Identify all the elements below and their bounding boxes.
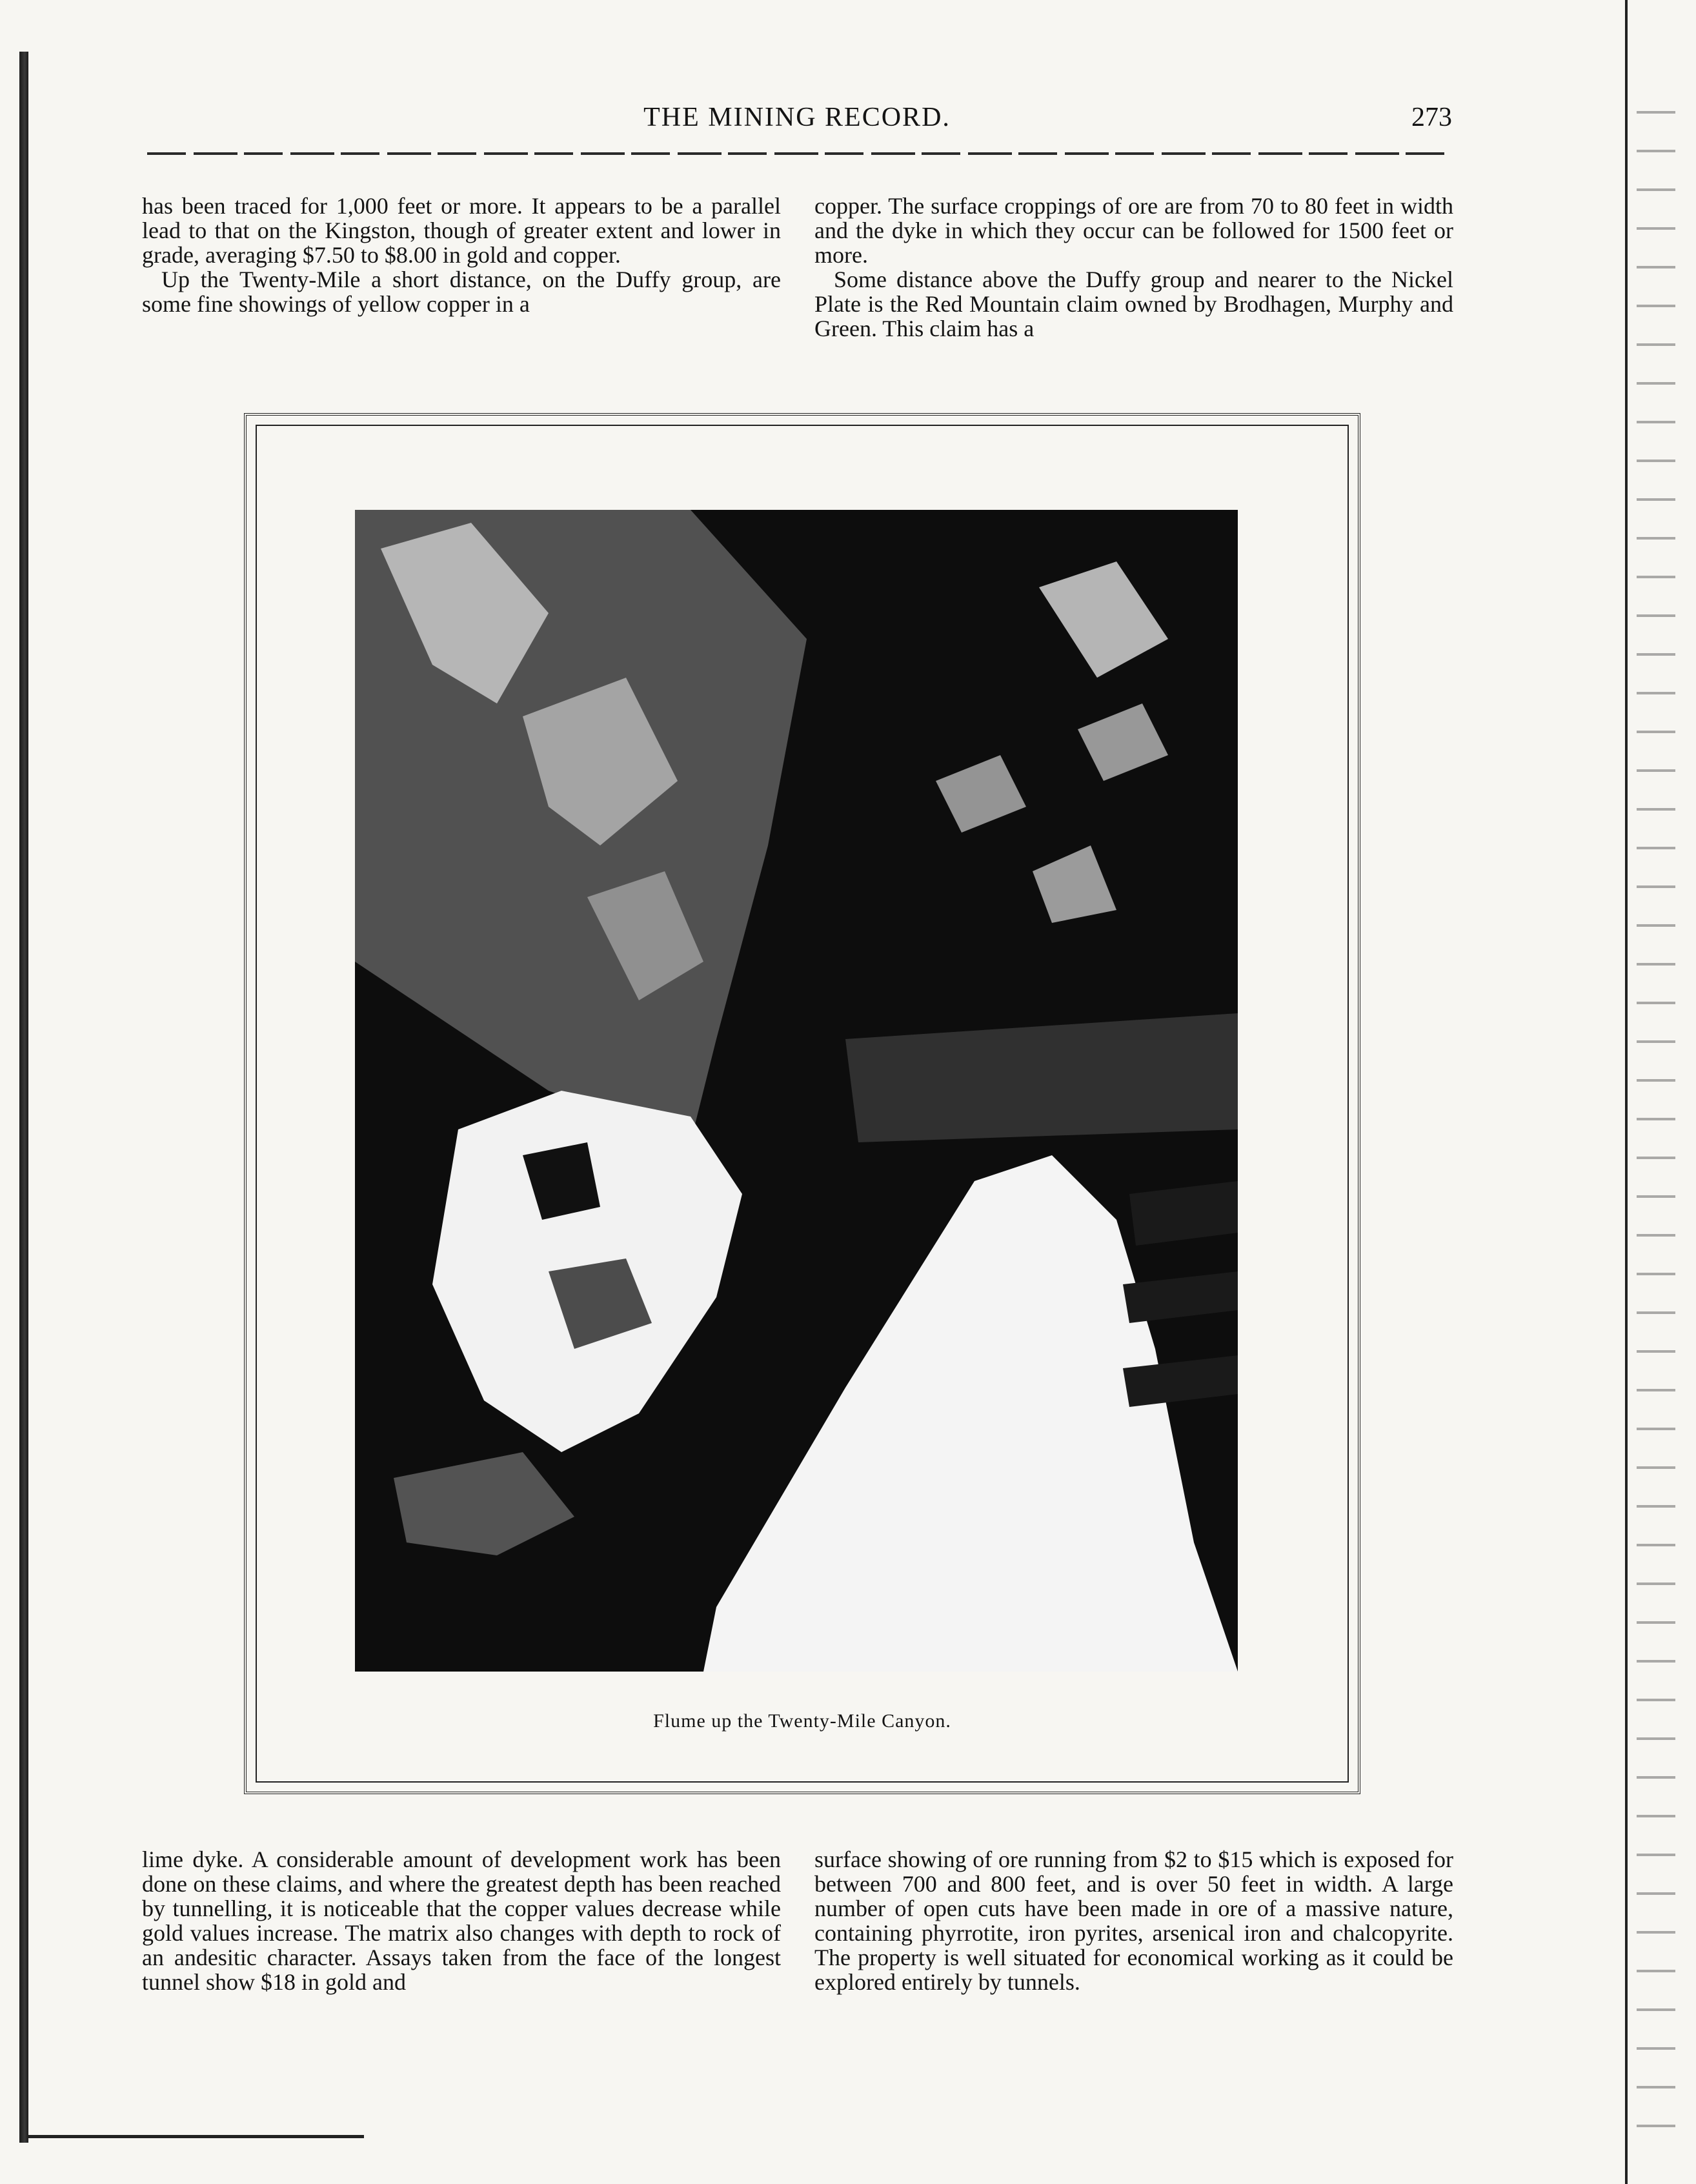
paragraph: Some distance above the Duffy group and nearer to the Nickel Plate is the Red Mountain claim owned by Brodhagen, Murphy and Green. This claim has a bbox=[814, 267, 1453, 341]
paragraph: has been traced for 1,000 feet or more. It appears to be a parallel lead to that on the Kingston, though of greater extent and lower in grade, averaging $7.50 to $8.00 in gold and copper. bbox=[142, 193, 781, 268]
page-header bbox=[142, 102, 1452, 147]
page-right-edge bbox=[1625, 0, 1628, 2184]
figure-caption: Flume up the Twenty-Mile Canyon. bbox=[653, 1710, 951, 1732]
page-number: 273 bbox=[1411, 103, 1452, 132]
paragraph: lime dyke. A considerable amount of development work has been done on these claims, and where the greatest depth has been reached by tunnelling, it is noticeable that the copper values decrease while gold values increase. The matrix also changes with depth to rock of an andesitic character. Assays taken from the face of the longest tunnel show $18 in gold and bbox=[142, 1846, 781, 1995]
page-binding-edge bbox=[19, 52, 28, 2143]
paragraph: Up the Twenty-Mile a short distance, on the Duffy group, are some fine showings of yellow copper in a bbox=[142, 267, 781, 317]
paragraph: surface showing of ore running from $2 to $15 which is exposed for between 700 and 800 feet, and is over 50 feet in width. A large number of open cuts have been made in ore of a massive nature, containing phyrrotite, iron pyrites, arsenical iron and chalcopyrite. The property is well situated for economical working as it could be explored entirely by tunnels. bbox=[814, 1846, 1453, 1995]
adjacent-page-bleed bbox=[1637, 97, 1675, 2162]
column-bottom-left bbox=[142, 1847, 781, 1994]
paragraph: copper. The surface croppings of ore are from 70 to 80 feet in width and the dyke in which they occur can be followed for 1500 feet or more. bbox=[814, 193, 1453, 268]
photo-halftone bbox=[355, 510, 1238, 1672]
page-binding-foot bbox=[28, 2135, 364, 2138]
header-rule bbox=[147, 152, 1451, 155]
canyon-flume-photograph bbox=[355, 510, 1238, 1672]
column-bottom-right bbox=[814, 1847, 1453, 1994]
column-top-right bbox=[814, 194, 1453, 341]
running-head: THE MINING RECORD. bbox=[643, 103, 951, 132]
column-top-left bbox=[142, 194, 781, 316]
